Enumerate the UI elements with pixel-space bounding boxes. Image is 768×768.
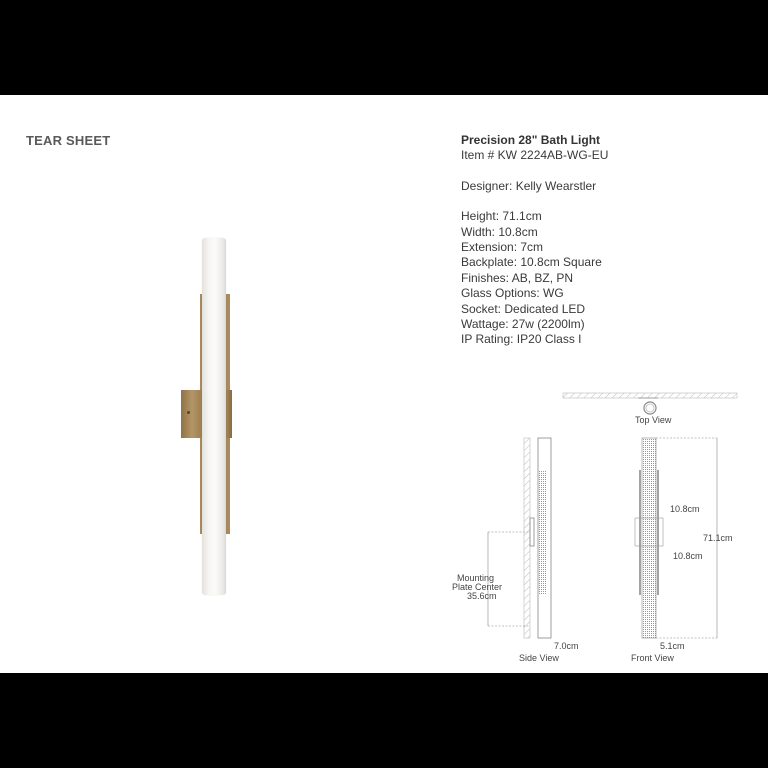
mounting-label-2: Plate Center (452, 582, 503, 592)
glass-tube (202, 238, 226, 595)
backplate-right (225, 390, 232, 438)
spec-backplate: Backplate: 10.8cm Square (461, 255, 602, 270)
spec-block (461, 133, 608, 348)
spec-finishes: Finishes: AB, BZ, PN (461, 270, 574, 285)
spec-ip-rating: IP Rating: IP20 Class I (461, 332, 582, 347)
spec-glass: Glass Options: WG (461, 286, 564, 301)
front-view-label: Front View (631, 653, 674, 663)
backplate-left (181, 390, 203, 438)
height-dim: 71.1cm (703, 533, 733, 543)
designer: Designer: Kelly Wearstler (461, 178, 597, 193)
spec-width: Width: 10.8cm (461, 224, 538, 239)
spec-height: Height: 71.1cm (461, 209, 542, 224)
spec-extension: Extension: 7cm (461, 240, 544, 255)
product-image (170, 238, 250, 598)
top-view-label: Top View (635, 415, 672, 425)
backplate-dim-bottom: 10.8cm (673, 551, 703, 561)
mounting-label-1: Mounting (457, 573, 495, 583)
page-title: TEAR SHEET (26, 133, 111, 148)
drawing-svg (455, 385, 755, 675)
screw-icon (187, 411, 190, 414)
backplate-dim-top: 10.8cm (670, 504, 700, 514)
side-view-label: Side View (519, 653, 559, 663)
depth-dim: 5.1cm (660, 641, 685, 651)
technical-drawings (452, 385, 755, 675)
item-number: Item # KW 2224AB-WG-EU (461, 148, 609, 163)
product-name: Precision 28" Bath Light (461, 133, 601, 147)
spec-wattage: Wattage: 27w (2200lm) (461, 317, 585, 332)
tear-sheet-page (0, 95, 768, 673)
mounting-value: 35.6cm (467, 591, 497, 601)
extension-dim: 7.0cm (554, 641, 579, 651)
spec-socket: Socket: Dedicated LED (461, 301, 586, 316)
